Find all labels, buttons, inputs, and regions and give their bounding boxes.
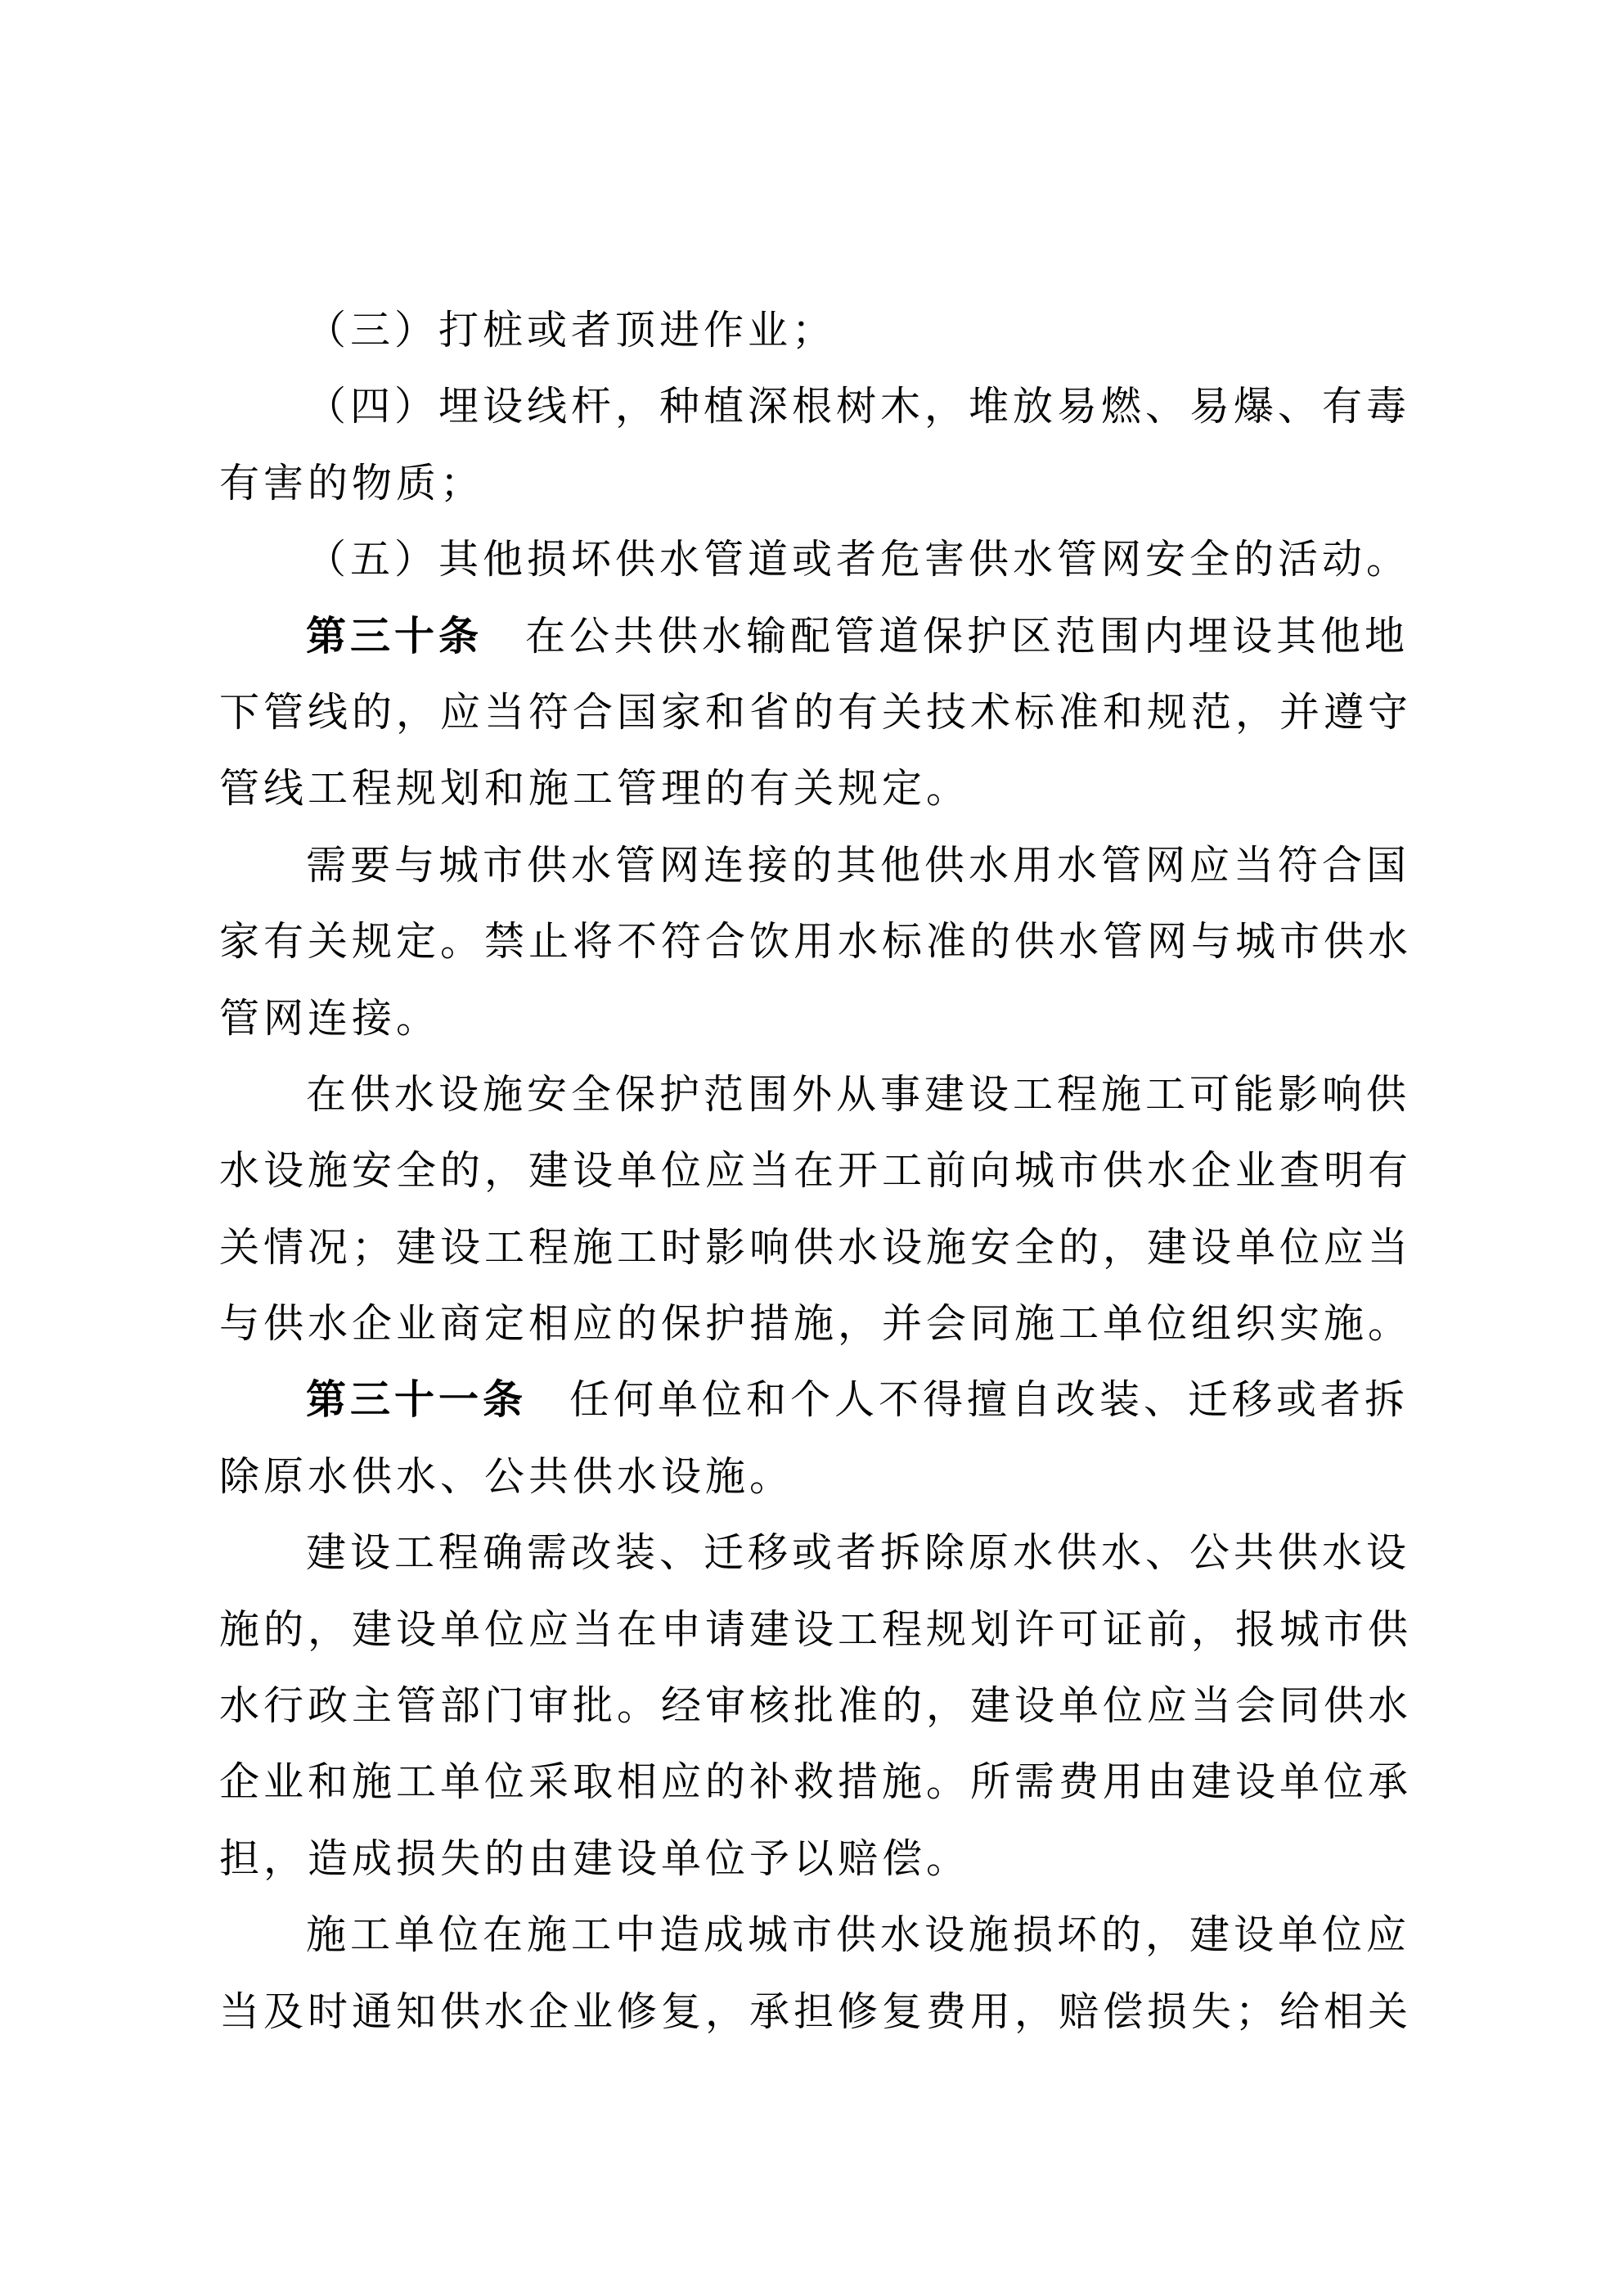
text-line [219, 1132, 1414, 1209]
line-text: 家有关规定。禁止将不符合饮用水标准的供水管网与城市供水 [219, 919, 1413, 965]
line-text: 与供水企业商定相应的保护措施，并会同施工单位组织实施。 [219, 1301, 1413, 1347]
line-text: 管线工程规划和施工管理的有关规定。 [219, 766, 971, 812]
text-line [219, 1285, 1414, 1362]
text-line [219, 292, 1414, 368]
line-text: 管网连接。 [219, 995, 441, 1041]
text-line [219, 1362, 1414, 1438]
text-line [219, 827, 1414, 903]
line-text: （五）其他损坏供水管道或者危害供水管网安全的活动。 [306, 537, 1411, 583]
text-line [219, 368, 1414, 444]
text-line [219, 1821, 1414, 1897]
text-line [219, 903, 1414, 979]
line-text: 有害的物质； [219, 460, 485, 506]
text-line [219, 1897, 1414, 1973]
text-line [219, 1668, 1414, 1744]
line-text: 需要与城市供水管网连接的其他供水用水管网应当符合国 [306, 842, 1411, 888]
line-text: 担，造成损失的由建设单位予以赔偿。 [219, 1835, 971, 1881]
line-text: 任何单位和个人不得擅自改装、迁移或者拆 [569, 1377, 1409, 1423]
line-text: 在公共供水输配管道保护区范围内埋设其他地 [525, 613, 1409, 659]
line-text: 水设施安全的，建设单位应当在开工前向城市供水企业查明有 [219, 1148, 1413, 1194]
article-number: 第三十条 [306, 614, 483, 659]
line-text: 在供水设施安全保护范围外从事建设工程施工可能影响供 [306, 1071, 1411, 1117]
line-text: 建设工程确需改装、迁移或者拆除原水供水、公共供水设 [306, 1530, 1411, 1576]
text-line [219, 598, 1414, 674]
line-text: （四）埋设线杆，种植深根树木，堆放易燃、易爆、有毒 [306, 384, 1411, 430]
text-line [219, 1744, 1414, 1820]
text-line [219, 521, 1414, 597]
line-text: 施工单位在施工中造成城市供水设施损坏的，建设单位应 [306, 1912, 1411, 1958]
text-line [219, 1209, 1414, 1285]
text-line [219, 750, 1414, 826]
text-line [219, 445, 1414, 521]
text-line [219, 980, 1414, 1056]
line-text: 下管线的，应当符合国家和省的有关技术标准和规范，并遵守 [219, 689, 1413, 735]
text-line [219, 1591, 1414, 1668]
line-text: 施的，建设单位应当在申请建设工程规划许可证前，报城市供 [219, 1606, 1413, 1652]
line-text: 水行政主管部门审批。经审核批准的，建设单位应当会同供水 [219, 1683, 1413, 1729]
article-number: 第三十一条 [306, 1378, 528, 1423]
line-text: 当及时通知供水企业修复，承担修复费用，赔偿损失；给相关 [219, 1988, 1413, 2034]
text-line [219, 674, 1414, 750]
line-text: （三）打桩或者顶进作业； [306, 308, 837, 353]
text-line [219, 1438, 1414, 1515]
line-text: 关情况；建设工程施工时影响供水设施安全的，建设单位应当 [219, 1224, 1413, 1270]
text-line [219, 1515, 1414, 1591]
text-line [219, 1056, 1414, 1132]
line-text: 企业和施工单位采取相应的补救措施。所需费用由建设单位承 [219, 1759, 1413, 1805]
line-text: 除原水供水、公共供水设施。 [219, 1453, 794, 1499]
document-body [219, 292, 1414, 2050]
text-line [219, 1974, 1414, 2050]
